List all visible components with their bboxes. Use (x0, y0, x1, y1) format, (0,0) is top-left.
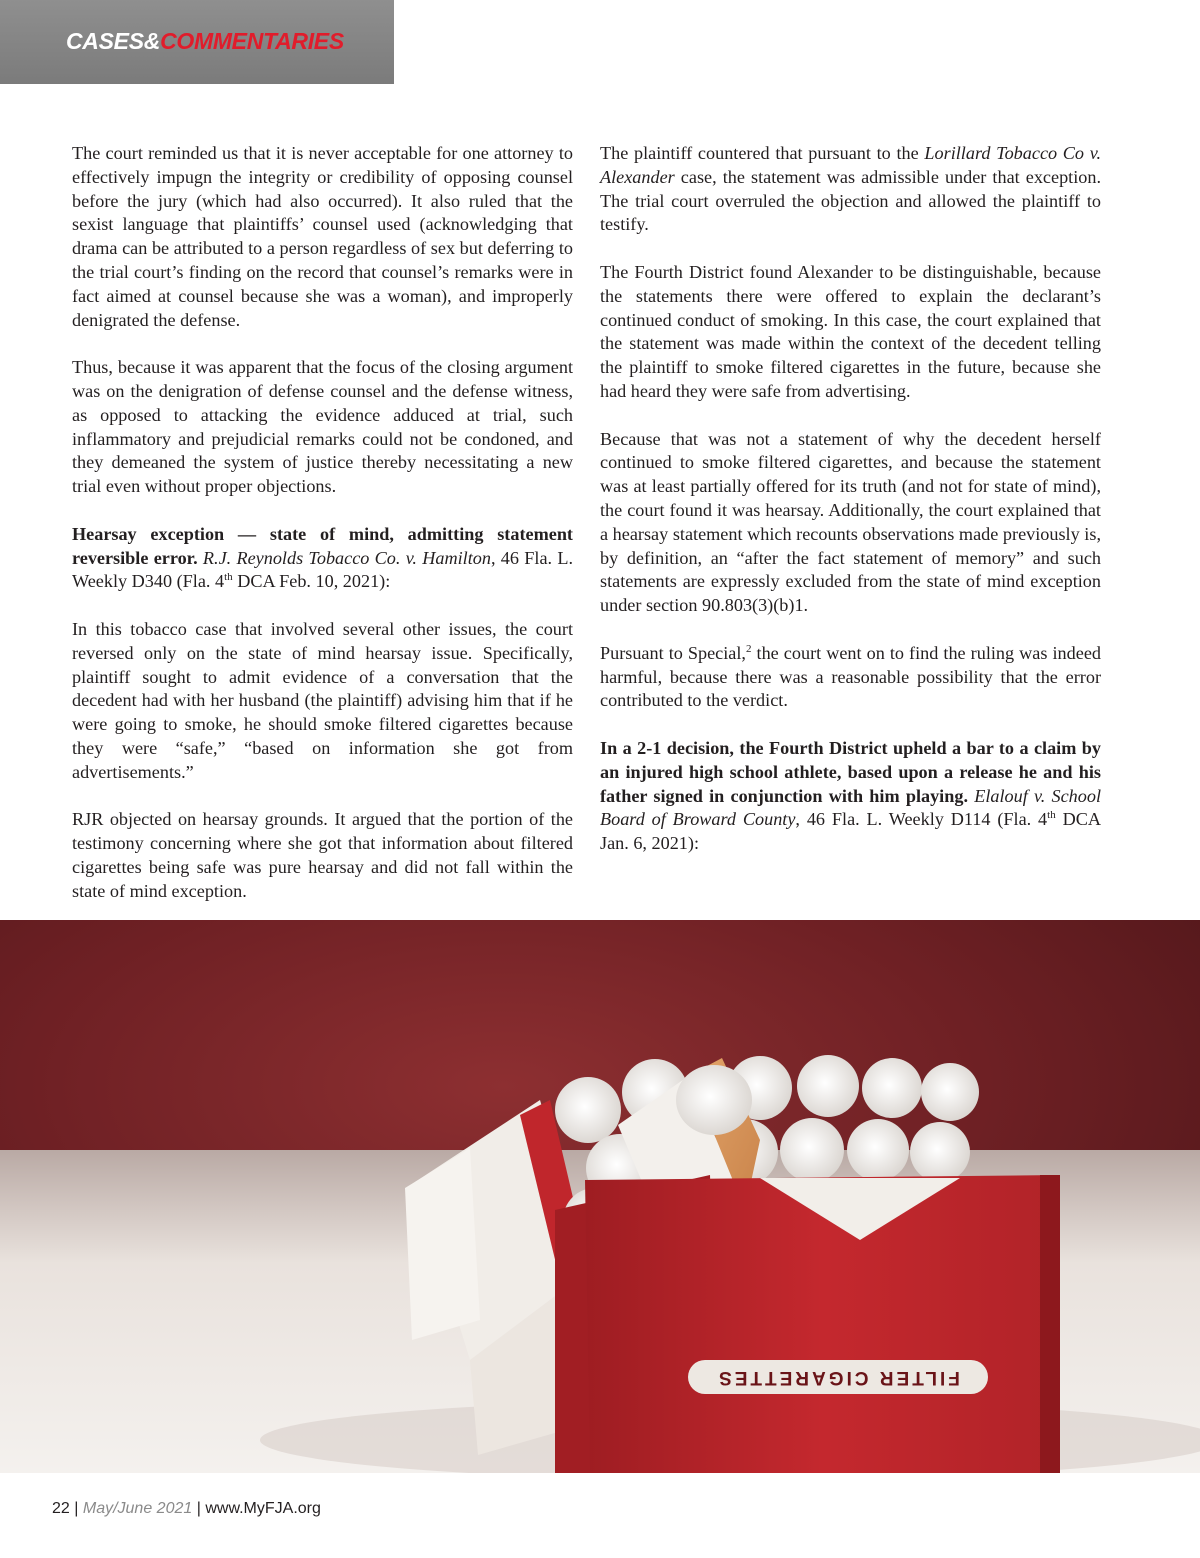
page-number: 22 (52, 1500, 70, 1517)
paragraph: In this tobacco case that involved several other issues, the court reversed only on the state of mind hearsay issue. Specifically, plaintiff sought to admit evidence of a conversation that the decedent had with her husband (the plaintiff) advising him that if he were going to smoke, he should smoke filtered cigarettes because they were “safe,” “based on information she got from advertisements.” (72, 618, 573, 782)
paragraph (600, 642, 1101, 713)
case-name: Elalouf v. School Board of Broward County (600, 785, 1102, 830)
website-link[interactable]: www.MyFJA.org (205, 1500, 321, 1517)
text-run: Pursuant to Special, (600, 642, 746, 663)
left-column (72, 142, 573, 904)
case-citation-end: DCA Jan. 6, 2021): (600, 809, 1101, 854)
section-header-band (0, 0, 394, 84)
case-heading: Hearsay exception — state of mind, admitting statement reversible error. (72, 523, 573, 568)
text-run: case, the statement was admissible under that exception. The trial court overruled the objection and allowed the plaintiff to testify. (600, 166, 1101, 235)
cigarette-pack-photo (0, 920, 1200, 1473)
paragraph: The Fourth District found Alexander to be distinguishable, because the statements there were offered to explain the declarant’s continued conduct of smoking. In this case, the court explained that the statement was made within the context of the decedent telling the plaintiff to smoke filtered cigarettes in the future, because she had heard they were safe from advertising. (600, 261, 1101, 401)
paragraph: RJR objected on hearsay grounds. It argued that the portion of the testimony concerning where she got that information about filtered cigarettes being safe was pure hearsay and did not fall within the state of mind exception. (72, 809, 573, 901)
paragraph: The court reminded us that it is never acceptable for one attorney to effectively impugn the integrity or credibility of opposing counsel before the jury (which had also occurred). It also ruled that the sexist language that plaintiffs’ counsel used (acknowledging that drama can be attributed to a person regardless of sex but deferring to the trial court’s finding on the record that counsel’s remarks were in fact aimed at counsel because she was a woman), and improperly denigrated the defense. (72, 143, 573, 330)
footnote-marker: 2 (745, 642, 752, 655)
pack-side-right (1040, 1175, 1060, 1473)
case-heading: In a 2-1 decision, the Fourth District upheld a bar to a claim by an injured high school athlete, based upon a release he and his father signed in conjunction with him playing. (600, 737, 1101, 806)
section-title-part2: COMMENTARIES (160, 28, 344, 54)
footer-separator: | (196, 1500, 201, 1517)
ordinal-suffix: th (1047, 809, 1056, 822)
case-citation-end: DCA Feb. 10, 2021): (232, 571, 391, 592)
right-column (600, 142, 1101, 856)
pack-front (585, 1175, 1060, 1473)
paragraph: Because that was not a statement of why the decedent herself continued to smoke filtered cigarettes, and because the statement was at least partially offered for its truth (and not for state of mind), the court found it was hearsay. Additionally, the court explained that a hearsay statement which recounts observations made previously is, by definition, an “after the fact statement of memory” and such statements are expressly excluded from the state of mind exception under section 90.803(3)(b)1. (600, 428, 1101, 616)
case-entry (600, 737, 1101, 856)
case-citation: , 46 Fla. L. Weekly D340 (Fla. 4 (72, 547, 573, 592)
page-footer (52, 1500, 321, 1518)
paragraph: Thus, because it was apparent that the focus of the closing argument was on the denigration of defense counsel and the defense witness, as opposed to attacking the evidence adduced at trial, such inflammatory and prejudicial remarks could not be condoned, and they demeaned the system of justice thereby necessitating a new trial even without proper objections. (72, 357, 573, 497)
case-citation: , 46 Fla. L. Weekly D114 (Fla. 4 (795, 809, 1048, 830)
section-title-part1: CASES& (66, 28, 161, 54)
footer-separator: | (74, 1500, 79, 1517)
text-run: The plaintiff countered that pursuant to the (600, 143, 925, 163)
pack-label-text: FILTER CIGARETTES (716, 1366, 960, 1388)
case-name: R.J. Reynolds Tobacco Co. v. Hamilton (202, 547, 491, 568)
photo-illustration (0, 920, 1200, 1473)
case-name: Lorillard Tobacco Co v. Alexander (600, 143, 1101, 187)
section-title (66, 28, 344, 55)
case-entry (72, 523, 573, 594)
paragraph (600, 142, 1101, 237)
issue-date: May/June 2021 (82, 1500, 193, 1517)
ordinal-suffix: th (224, 571, 233, 584)
text-run: the court went on to find the ruling was indeed harmful, because there was a reasonable possibility that the error contributed to the verdict. (600, 642, 1101, 711)
